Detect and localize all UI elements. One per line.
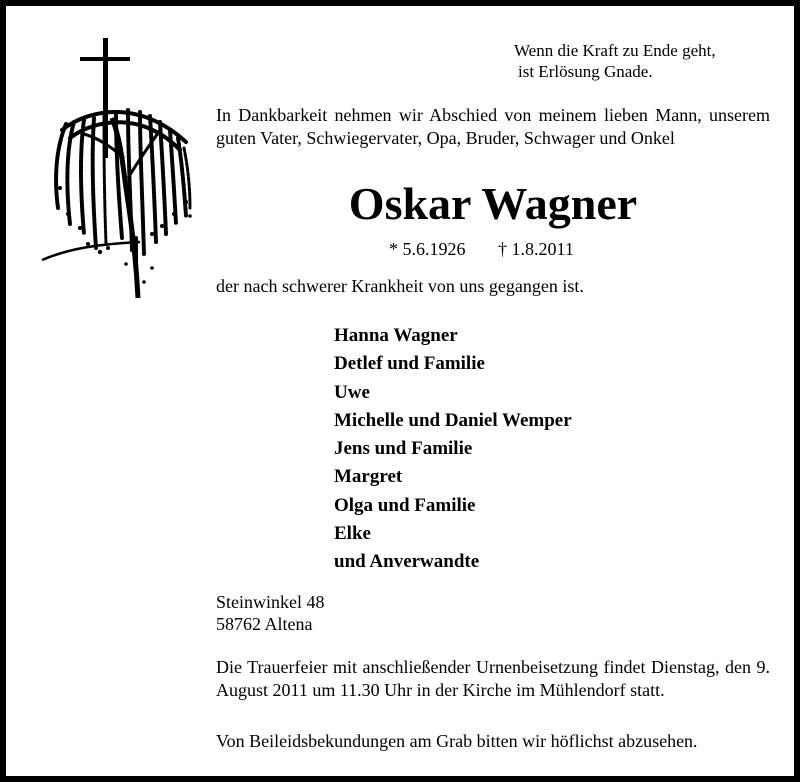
mourner-name: Margret (334, 466, 403, 488)
address-city: 58762 Altena (216, 614, 313, 634)
birth-date: * 5.6.1926 (389, 239, 466, 259)
mourner-name: Detlef und Familie (334, 353, 485, 375)
motto-line-1: Wenn die Kraft zu Ende geht, (514, 41, 716, 60)
mourner-name: Elke (334, 523, 371, 545)
deceased-name: Oskar Wagner (348, 178, 638, 229)
address-street: Steinwinkel 48 (216, 592, 325, 612)
mourner-name: Uwe (334, 381, 370, 403)
mourners-list (334, 322, 572, 577)
mourner-name: Michelle und Daniel Wemper (334, 409, 572, 431)
mourner-name: Jens und Familie (334, 438, 473, 460)
life-dates (389, 238, 574, 260)
cross-and-weeping-willow-icon (40, 38, 200, 300)
condolence-request: Von Beileidsbekundungen am Grab bitten wir höflichst abzusehen. (216, 731, 698, 751)
mourner-name: Olga und Familie (334, 494, 476, 516)
intro-text: In Dankbarkeit nehmen wir Abschied von meinem lieben Mann, unserem guten Vater, Schwiegervater, Opa, Bruder, Schwager und Onkel (216, 105, 770, 148)
mourner-name: Hanna Wagner (334, 325, 458, 346)
family-address (216, 591, 325, 635)
mourner-name: und Anverwandte (334, 551, 480, 573)
motto-line-2: ist Erlösung Gnade. (518, 62, 653, 81)
motto-quote (514, 40, 716, 82)
funeral-notice: Die Trauerfeier mit anschließender Urnenbeisetzung findet Dienstag, den 9. August 2011 um 11.30 Uhr in der Kirche im Mühlendorf statt. (216, 657, 770, 700)
death-date: † 1.8.2011 (498, 239, 574, 259)
death-circumstance: der nach schwerer Krankheit von uns gegangen ist. (216, 276, 584, 296)
